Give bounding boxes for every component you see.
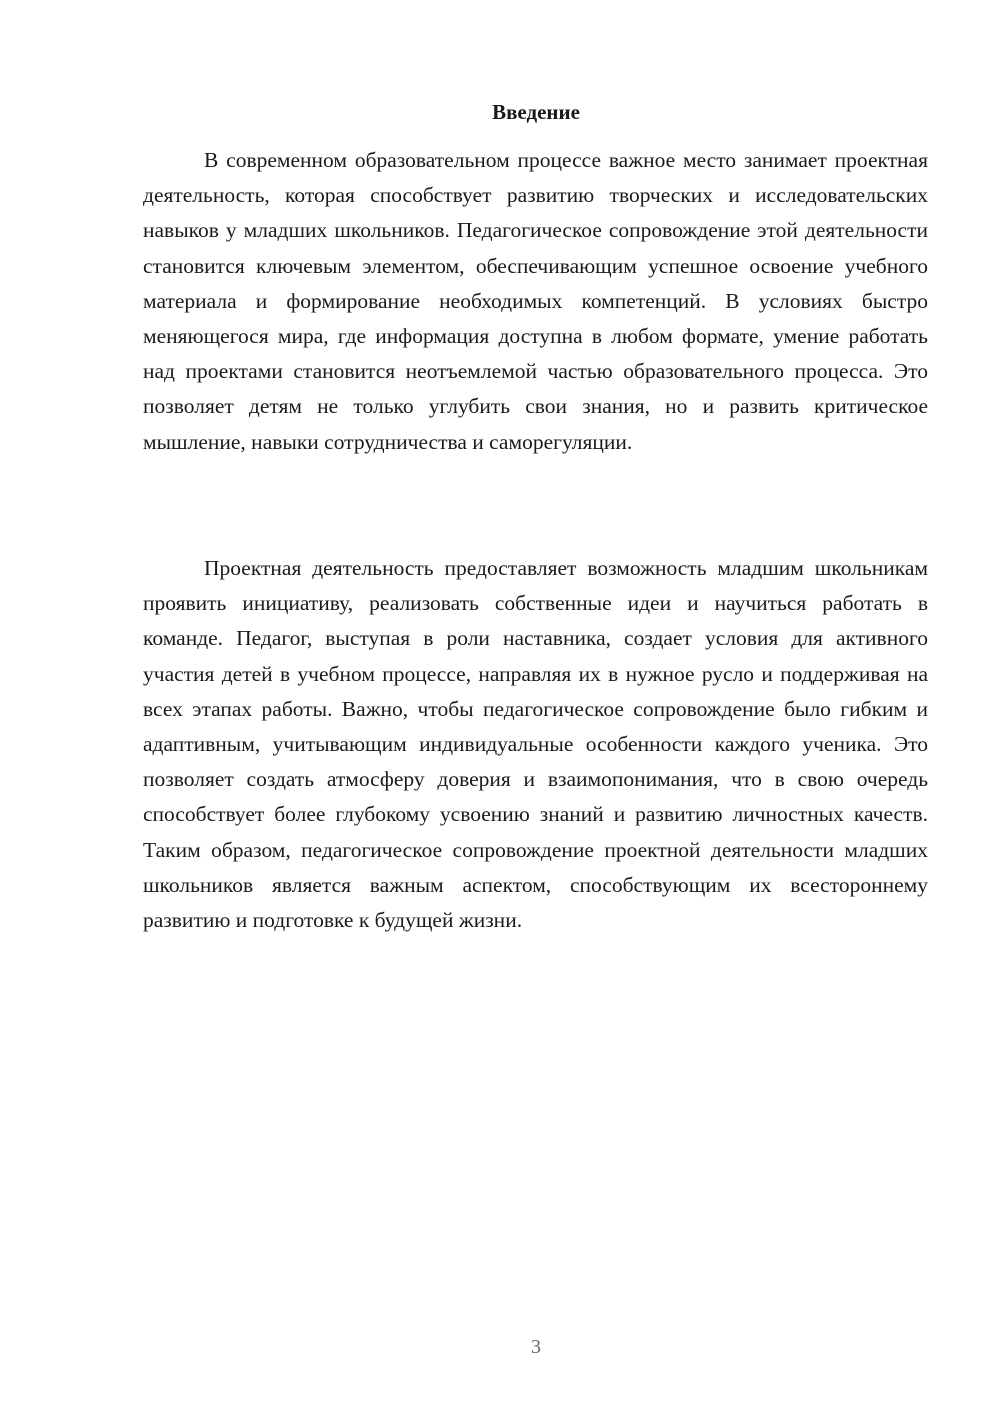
page-number: 3 [531, 1336, 541, 1358]
paragraph-2: Проектная деятельность предоставляет возможность младшим школьникам проявить инициативу, реализовать собственные идеи и научиться работать в команде. Педагог, выступая в роли наставника, создает условия для активного участия детей в учебном процессе, направляя их в нужное русло и поддерживая на всех этапах работы. Важно, чтобы педагогическое сопровождение было гибким и адаптивным, учитывающим индивидуальные особенности каждого ученика. Это позволяет создать атмосферу доверия и взаимопонимания, что в свою очередь способствует более глубокому усвоению знаний и развитию личностных качеств. Таким образом, педагогическое сопровождение проектной деятельности младших школьников является важным аспектом, способствующим их всестороннему развитию и подготовке к будущей жизни. [143, 556, 928, 933]
section-title: Введение [492, 100, 580, 124]
paragraph-1: В современном образовательном процессе важное место занимает проектная деятельность, которая способствует развитию творческих и исследовательских навыков у младших школьников. Педагогическое сопровождение этой деятельности становится ключевым элементом, обеспечивающим успешное освоение учебного материала и формирование необходимых компетенций. В условиях быстро меняющегося мира, где информация доступна в любом формате, умение работать над проектами становится неотъемлемой частью образовательного процесса. Это позволяет детям не только углубить свои знания, но и развить критическое мышление, навыки сотрудничества и саморегуляции. [143, 148, 928, 454]
